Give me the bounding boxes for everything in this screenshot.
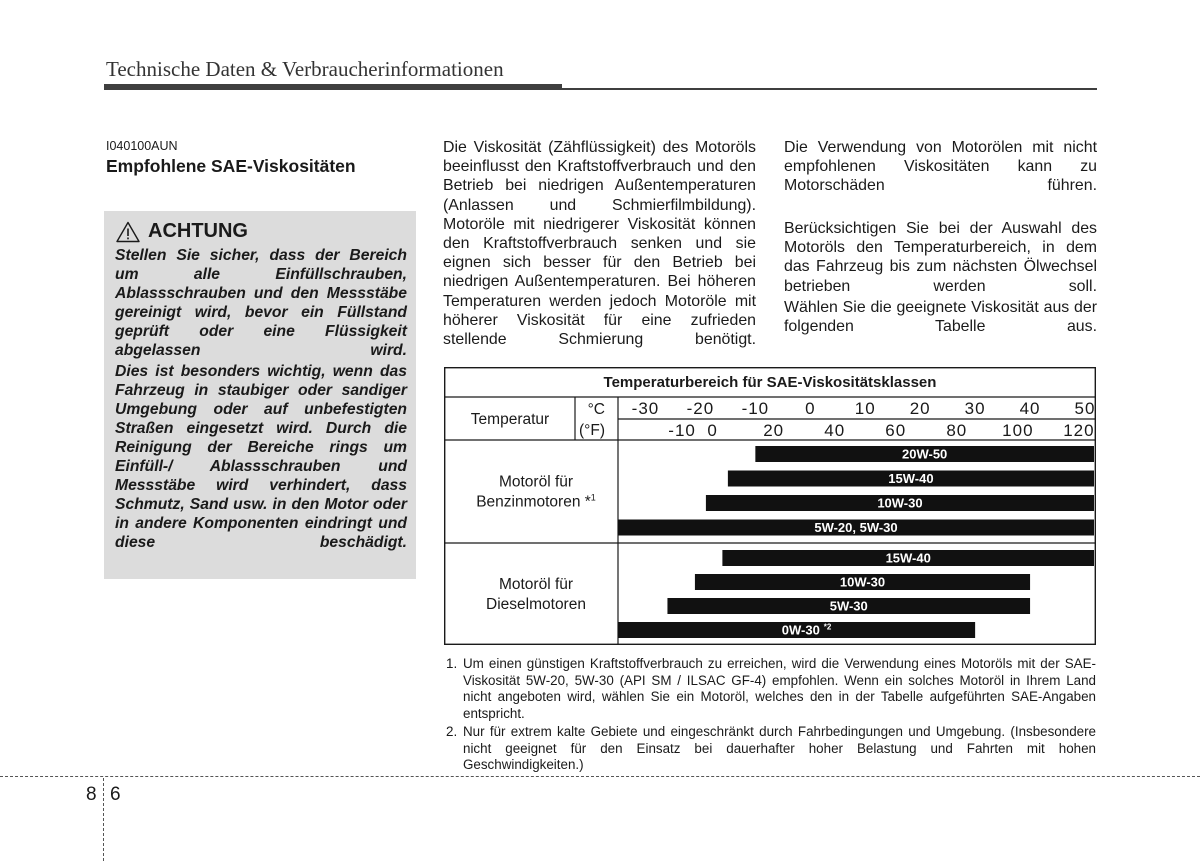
header-rule-accent	[104, 84, 562, 90]
warning-paragraph: Stellen Sie sicher, dass der Bereich um alle Einfüllschrauben, Ablassschrauben und den Messstäbe gereinigt wird, bevor ein Füllstand geprüft oder eine Flüssigkeit abgelassen wird.	[115, 247, 407, 359]
celsius-tick-label: 0	[805, 399, 816, 418]
fahrenheit-tick-label: 60	[885, 421, 907, 440]
page-number: 6	[110, 784, 121, 805]
celsius-tick-label: 30	[964, 399, 986, 418]
temperature-range-notice: Berücksichtigen Sie bei der Auswahl des Motoröls den Temperaturbereich, in dem das Fahrzeug bis zum nächsten Ölwechsel betrieben werden soll.	[784, 220, 1097, 295]
fahrenheit-tick-label: 20	[763, 421, 785, 440]
celsius-tick-label: -20	[686, 399, 715, 418]
fahrenheit-tick-label: 40	[824, 421, 846, 440]
celsius-unit: °C	[587, 401, 605, 418]
footnote	[446, 656, 1096, 722]
celsius-tick-label: 50	[1074, 399, 1096, 418]
viscosity-explanation: Die Viskosität (Zähflüssigkeit) des Motoröls beeinflusst den Kraftstoffverbrauch und den Betrieb bei niedrigen Außentemperaturen (Anlassen und Schmierfilmbildung). Motoröle mit niedrigerer Viskosität können den Kraftstoffverbrauch senken und sie eignen sich besser für den Betrieb bei niedrigen Außentemperaturen. Bei höheren Temperaturen werden jedoch Motoröle mit höherer Viskosität für eine zufrieden stellende Schmierung benötigt.	[443, 139, 756, 349]
footnote-text: Nur für extrem kalte Gebiete und eingeschränkt durch Fahrbedingungen und Umgebung. (Insbesondere nicht geeignet für den Einsatz bei dauerhafter hoher Belastung und Fahrten mit hohen Geschwindigkeiten.)	[463, 724, 1096, 772]
celsius-tick-label: -10	[741, 399, 770, 418]
bar-label: 0W-30 $^{*2}$	[781, 622, 832, 638]
bar-label: 20W-50	[902, 446, 948, 462]
chapter-number: 8	[86, 784, 97, 805]
warning-paragraph: Dies ist besonders wichtig, wenn das Fahrzeug in staubiger oder sandiger Umgebung oder auf unbefestigten Straßen eingesetzt wird. Durch die Reinigung der Bereiche rings um Einfüll-/ Ablassschrauben und Messstäbe wird verhindert, dass Schmutz, Sand usw. in den Motor oder in andere Komponenten eindringt und diese beschädigt.	[115, 363, 407, 551]
group-label: Motoröl für	[498, 576, 574, 593]
celsius-tick-label: 20	[909, 399, 931, 418]
warning-triangle-icon	[116, 221, 140, 243]
fahrenheit-tick-label: 120	[1063, 421, 1095, 440]
footnote-number: 2.	[446, 724, 458, 739]
footnote	[446, 724, 1096, 774]
viscosity-chart	[444, 367, 1096, 645]
celsius-tick-label: -30	[631, 399, 660, 418]
fahrenheit-tick-label: 100	[1002, 421, 1034, 440]
fahrenheit-unit: (°F)	[579, 422, 605, 439]
chart-title: Temperaturbereich für SAE-Viskositätsklassen	[603, 374, 937, 391]
bar-label-superscript: *2	[823, 622, 832, 632]
page-header-title: Technische Daten & Verbraucherinformationen	[106, 57, 504, 81]
bar-label: 15W-40	[888, 471, 934, 486]
warning-header	[116, 220, 248, 243]
bar-label: 10W-30	[877, 495, 923, 511]
section-code: I040100AUN	[106, 139, 178, 153]
group-label-superscript: 1	[590, 492, 596, 503]
fahrenheit-tick-label: 80	[946, 421, 968, 440]
fahrenheit-tick-label: 0	[707, 421, 718, 440]
group-label: Motoröl für	[498, 473, 574, 491]
bar-label: 10W-30	[839, 574, 886, 590]
table-selection-notice: Wählen Sie die geeignete Viskosität aus der folgenden Tabelle aus.	[784, 299, 1097, 336]
fahrenheit-tick-label: -10	[668, 421, 696, 440]
celsius-tick-label: 40	[1019, 399, 1041, 418]
celsius-tick-label: 10	[854, 399, 876, 418]
footer-divider	[0, 776, 1200, 777]
footnote-number: 1.	[446, 656, 458, 671]
page-number-divider	[103, 778, 104, 861]
damage-notice: Die Verwendung von Motorölen mit nicht empfohlenen Viskositäten kann zu Motorschäden führen.	[784, 139, 1097, 195]
section-title: Empfohlene SAE-Viskositäten	[106, 156, 356, 176]
row-header: Temperatur	[470, 411, 550, 428]
warning-label: ACHTUNG	[148, 220, 248, 242]
footnote-text: Um einen günstigen Kraftstoffverbrauch zu erreichen, wird die Verwendung eines Motoröls mit der SAE-Viskosität 5W-20, 5W-30 (API SM / ILSAC GF-4) empfohlen. Wenn ein solches Motoröl in Ihrem Land nicht angeboten wird, wählen Sie ein Motoröl, welches den in der Tabelle aufgeführten SAE-Angaben entspricht.	[463, 656, 1096, 721]
group-label: Dieselmotoren	[486, 596, 586, 613]
bar-label: 5W-30	[829, 598, 868, 614]
bar-label: 15W-40	[885, 550, 931, 566]
group-label: Benzinmotoren *$^1$	[476, 492, 596, 511]
bar-label: 5W-20, 5W-30	[814, 520, 898, 535]
